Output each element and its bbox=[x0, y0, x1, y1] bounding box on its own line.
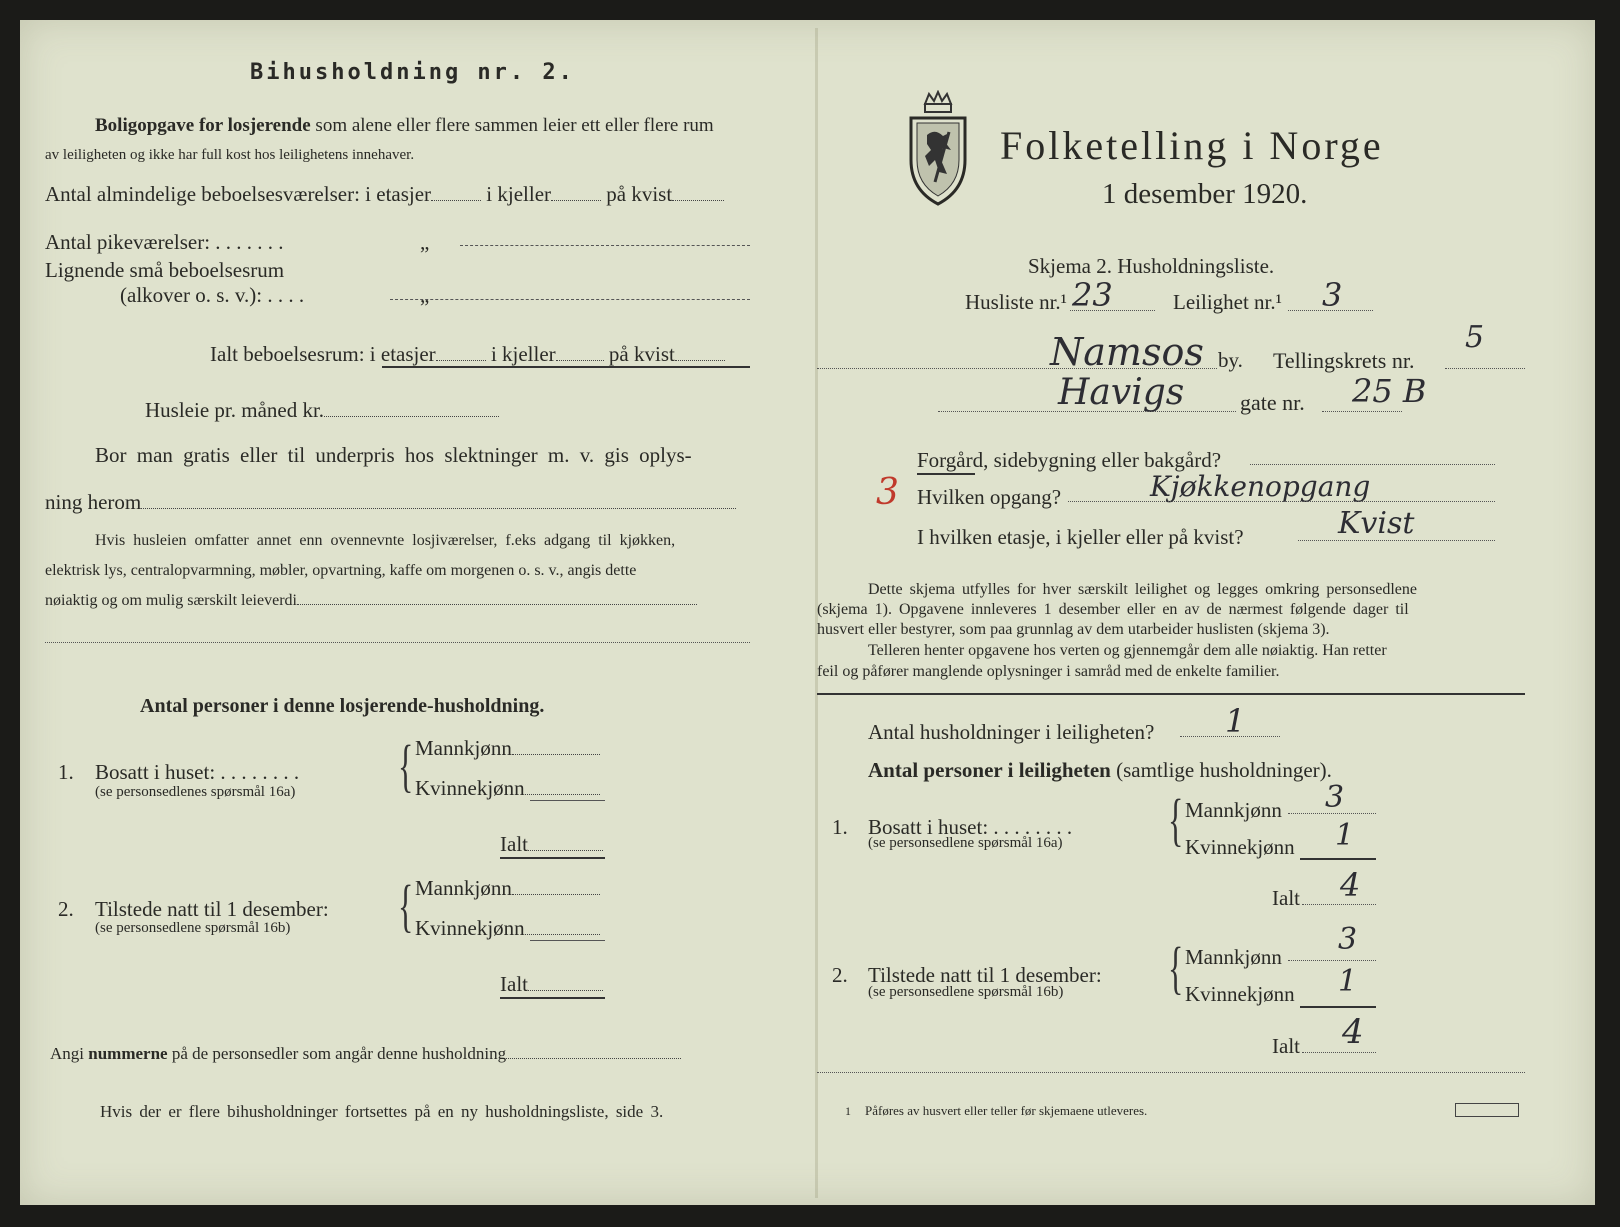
leilighet-value[interactable]: 3 bbox=[1322, 276, 1343, 314]
total-kjeller-field[interactable] bbox=[556, 359, 604, 361]
right-q2-label: Tilstede natt til 1 desember: bbox=[868, 963, 1102, 987]
right-q2-number: 2. bbox=[832, 963, 848, 987]
right-q1-ialt-value[interactable]: 4 bbox=[1340, 866, 1361, 904]
info-line4: Telleren henter opgavene hos verten og gjennemgår dem alle nøiaktig. Han retter bbox=[868, 642, 1387, 659]
rooms-ordinary-label: Antal almindelige beboelsesværelser: i etasjer bbox=[45, 182, 432, 206]
left-q1-ialt-underline bbox=[500, 857, 605, 859]
extras-line2: elektrisk lys, centralopvarmning, møbler, opvartning, kaffe om morgenen o. s. v., angis dette bbox=[45, 562, 637, 579]
gate-field bbox=[1322, 411, 1402, 412]
rooms-ordinary-row bbox=[45, 182, 724, 207]
total-rooms-row bbox=[210, 342, 725, 367]
etasjer-field[interactable] bbox=[431, 199, 481, 201]
etasje-field bbox=[1298, 540, 1495, 541]
free-rent-line1: Bor man gratis eller til underpris hos slektninger m. v. gis oplys- bbox=[95, 443, 692, 467]
left-intro-line1 bbox=[95, 115, 714, 137]
right-q1-ialt-field bbox=[1302, 904, 1376, 905]
total-etasjer-label: i etasjer bbox=[369, 342, 436, 366]
krets-value[interactable]: 5 bbox=[1465, 320, 1485, 355]
left-q1-kvinne-underline bbox=[530, 800, 605, 801]
right-q2-mann-label: Mannkjønn bbox=[1185, 945, 1282, 969]
right-q1-ialt-label: Ialt bbox=[1272, 886, 1300, 910]
maid-rooms-label: Antal pikeværelser: . . . . . . . bbox=[45, 230, 284, 254]
right-q2-mann-value[interactable]: 3 bbox=[1338, 922, 1358, 957]
krets-field bbox=[1445, 368, 1525, 369]
total-kvist-field[interactable] bbox=[675, 359, 725, 361]
left-intro-line2: av leiligheten og ikke har full kost hos leilighetens innehaver. bbox=[45, 147, 415, 163]
gate-label: gate nr. bbox=[1240, 390, 1305, 415]
forgard-underline bbox=[917, 473, 975, 475]
right-q1-label: Bosatt i huset: . . . . . . . . bbox=[868, 815, 1073, 839]
left-q2-kvinne-label: Kvinnekjønn bbox=[415, 916, 525, 940]
right-q1-mann-value[interactable]: 3 bbox=[1325, 780, 1345, 815]
right-q2-kvinne-label: Kvinnekjønn bbox=[1185, 982, 1295, 1006]
left-q1-kvinne-label: Kvinnekjønn bbox=[415, 776, 525, 800]
extras-field-2[interactable] bbox=[45, 642, 750, 643]
right-q1-mann-label: Mannkjønn bbox=[1185, 798, 1282, 822]
free-rent-label: ning herom bbox=[45, 490, 142, 514]
info-divider bbox=[817, 693, 1525, 695]
maid-rooms-ditto-1: „ bbox=[420, 230, 430, 254]
leilighet-label: Leilighet nr.¹ bbox=[1173, 290, 1282, 314]
extras-field[interactable] bbox=[297, 603, 697, 605]
extras-label: nøiaktig og om mulig særskilt leieverdi bbox=[45, 592, 297, 609]
left-q2-ialt-row bbox=[500, 972, 603, 997]
left-q1-label: Bosatt i huset: . . . . . . . . bbox=[95, 760, 300, 784]
left-q2-ialt-field[interactable] bbox=[528, 989, 603, 991]
total-kjeller-label: i kjeller bbox=[490, 342, 556, 366]
right-q2-ialt-value[interactable]: 4 bbox=[1342, 1012, 1364, 1052]
kvist-label: på kvist bbox=[606, 182, 673, 206]
right-q1-brace: { bbox=[1168, 787, 1184, 852]
husliste-label: Husliste nr.¹ bbox=[965, 290, 1067, 314]
right-q1-kvinne-label: Kvinnekjønn bbox=[1185, 835, 1295, 859]
right-title: Folketelling i Norge bbox=[1000, 123, 1384, 168]
kjeller-field[interactable] bbox=[551, 199, 601, 201]
left-q2-ialt-label: Ialt bbox=[500, 972, 528, 996]
forgard-field[interactable] bbox=[1250, 464, 1495, 465]
gate-value[interactable]: 25 B bbox=[1352, 372, 1427, 410]
footnote-number: 1 bbox=[845, 1104, 851, 1118]
rent-row bbox=[145, 398, 499, 423]
similar-rooms-label-2: (alkover o. s. v.): . . . . bbox=[120, 283, 305, 307]
right-q2-ialt-label: Ialt bbox=[1272, 1034, 1300, 1058]
kjeller-label: i kjeller bbox=[486, 182, 552, 206]
krets-label: Tellingskrets nr. bbox=[1273, 348, 1415, 373]
city-value[interactable]: Namsos bbox=[1050, 330, 1204, 374]
left-q2-ialt-underline bbox=[500, 997, 605, 999]
total-kvist-label: på kvist bbox=[608, 342, 675, 366]
footnote-text: Påføres av husvert eller teller før skjemaene utleveres. bbox=[865, 1103, 1148, 1118]
left-q2-label: Tilstede natt til 1 desember: bbox=[95, 897, 329, 921]
free-rent-field[interactable] bbox=[141, 507, 736, 509]
total-rooms-underline bbox=[382, 366, 750, 368]
info-line3: husvert eller bestyrer, som paa grunnlag av dem utarbeider huslisten (skjema 3). bbox=[817, 621, 1330, 638]
etasje-label: I hvilken etasje, i kjeller eller på kvist? bbox=[917, 525, 1244, 549]
forgard-label: Forgård, sidebygning eller bakgård? bbox=[917, 448, 1222, 472]
total-rooms-label: Ialt beboelsesrum: bbox=[210, 342, 365, 366]
hush-value[interactable]: 1 bbox=[1225, 702, 1246, 740]
right-q2-sub: (se personsedlene spørsmål 16b) bbox=[868, 984, 1064, 1000]
left-q2-number: 2. bbox=[58, 897, 74, 921]
husliste-value[interactable]: 23 bbox=[1072, 276, 1113, 314]
right-q1-mann-field bbox=[1288, 813, 1376, 814]
left-q1-mann-row bbox=[415, 736, 600, 761]
left-q2-kvinne-underline bbox=[530, 940, 605, 941]
right-q2-kvinne-underline bbox=[1300, 1006, 1376, 1008]
kvist-field[interactable] bbox=[672, 199, 724, 201]
etasje-value[interactable]: Kvist bbox=[1338, 506, 1415, 541]
schema-label: Skjema 2. Husholdningsliste. bbox=[1028, 254, 1275, 278]
city-field bbox=[817, 368, 1217, 369]
right-persons-bold: Antal personer i leiligheten bbox=[868, 758, 1111, 782]
extras-line3 bbox=[45, 592, 697, 610]
right-q2-brace: { bbox=[1168, 935, 1184, 1000]
angi-rest: på de personsedler som angår denne husholdning bbox=[171, 1044, 507, 1063]
right-q2-ialt-field bbox=[1302, 1052, 1376, 1053]
angi-field[interactable] bbox=[506, 1057, 681, 1059]
hush-field bbox=[1180, 736, 1280, 737]
opgang-field bbox=[1068, 501, 1495, 502]
left-q2-sub: (se personsedlene spørsmål 16b) bbox=[95, 920, 291, 936]
by-label: by. bbox=[1218, 348, 1243, 372]
street-value[interactable]: Havigs bbox=[1058, 372, 1185, 413]
right-date: 1 desember 1920. bbox=[1102, 178, 1308, 210]
rent-label: Husleie pr. måned kr. bbox=[145, 398, 325, 422]
left-q1-sub: (se personsedlenes spørsmål 16a) bbox=[95, 784, 296, 800]
right-q1-kvinne-value[interactable]: 1 bbox=[1335, 818, 1355, 853]
left-q2-mann-field[interactable] bbox=[512, 893, 600, 895]
angi-bold: nummerne bbox=[88, 1044, 168, 1063]
total-etasjer-field[interactable] bbox=[436, 359, 486, 361]
left-q2-mann-label: Mannkjønn bbox=[415, 876, 512, 900]
left-q2-mann-row bbox=[415, 876, 600, 901]
printer-stamp bbox=[1455, 1103, 1519, 1117]
right-persons-rest: (samtlige husholdninger). bbox=[1116, 758, 1332, 782]
info-line2: (skjema 1). Opgavene innleveres 1 desember eller en av de nærmest følgende dager til bbox=[817, 601, 1409, 618]
norway-coat-of-arms-icon bbox=[905, 90, 971, 208]
census-form-sheet bbox=[20, 20, 1595, 1205]
right-q1-sub: (se personsedlene spørsmål 16a) bbox=[868, 835, 1063, 851]
left-q1-mann-label: Mannkjønn bbox=[415, 736, 512, 760]
angi-row bbox=[50, 1044, 681, 1064]
maid-rooms-field[interactable] bbox=[460, 245, 750, 246]
hush-label: Antal husholdninger i leiligheten? bbox=[868, 720, 1155, 744]
street-field bbox=[938, 411, 1236, 412]
footnote-divider bbox=[817, 1072, 1525, 1073]
similar-rooms-label-1: Lignende små beboelsesrum bbox=[45, 258, 285, 282]
left-q1-ialt-field[interactable] bbox=[528, 849, 603, 851]
info-line5: feil og påfører manglende oplysninger i samråd med de enkelte familier. bbox=[817, 663, 1280, 680]
right-q1-number: 1. bbox=[832, 815, 848, 839]
right-q2-kvinne-value[interactable]: 1 bbox=[1338, 964, 1358, 999]
left-q2-kvinne-row bbox=[415, 916, 600, 941]
left-q1-kvinne-row bbox=[415, 776, 600, 801]
left-footer: Hvis der er flere bihusholdninger fortsettes på en ny husholdningsliste, side 3. bbox=[100, 1102, 664, 1121]
left-q1-ialt-row bbox=[500, 832, 603, 857]
left-q1-number: 1. bbox=[58, 760, 74, 784]
left-q2-kvinne-field[interactable] bbox=[525, 933, 600, 935]
right-persons-heading bbox=[868, 758, 1332, 783]
similar-rooms-field[interactable] bbox=[390, 299, 750, 300]
left-q1-kvinne-field[interactable] bbox=[525, 793, 600, 795]
right-q1-kvinne-underline bbox=[1300, 858, 1376, 860]
free-rent-line2 bbox=[45, 490, 736, 515]
left-title: Bihusholdning nr. 2. bbox=[250, 60, 575, 85]
info-line1: Dette skjema utfylles for hver særskilt leilighet og legges omkring personsedlene bbox=[868, 581, 1417, 598]
husliste-field bbox=[1070, 310, 1155, 311]
left-q1-ialt-label: Ialt bbox=[500, 832, 528, 856]
left-intro-bold: Boligopgave for losjerende bbox=[95, 115, 311, 136]
left-q2-brace: { bbox=[398, 873, 414, 938]
leilighet-field bbox=[1288, 310, 1373, 311]
angi-label: Angi bbox=[50, 1044, 84, 1063]
opgang-red-mark: 3 bbox=[876, 472, 899, 513]
opgang-value[interactable]: Kjøkkenopgang bbox=[1150, 470, 1371, 503]
left-intro-rest: som alene eller flere sammen leier ett eller flere rum bbox=[315, 115, 714, 136]
left-q1-brace: { bbox=[398, 733, 414, 798]
opgang-label: Hvilken opgang? bbox=[917, 485, 1062, 509]
extras-line1: Hvis husleien omfatter annet enn ovennevnte losjiværelser, f.eks adgang til kjøkken, bbox=[95, 532, 676, 549]
similar-rooms-ditto: „ bbox=[420, 283, 430, 307]
right-q2-mann-field bbox=[1288, 960, 1376, 961]
left-q1-mann-field[interactable] bbox=[512, 753, 600, 755]
rent-field[interactable] bbox=[324, 415, 499, 417]
left-persons-heading: Antal personer i denne losjerende-husholdning. bbox=[140, 695, 545, 717]
